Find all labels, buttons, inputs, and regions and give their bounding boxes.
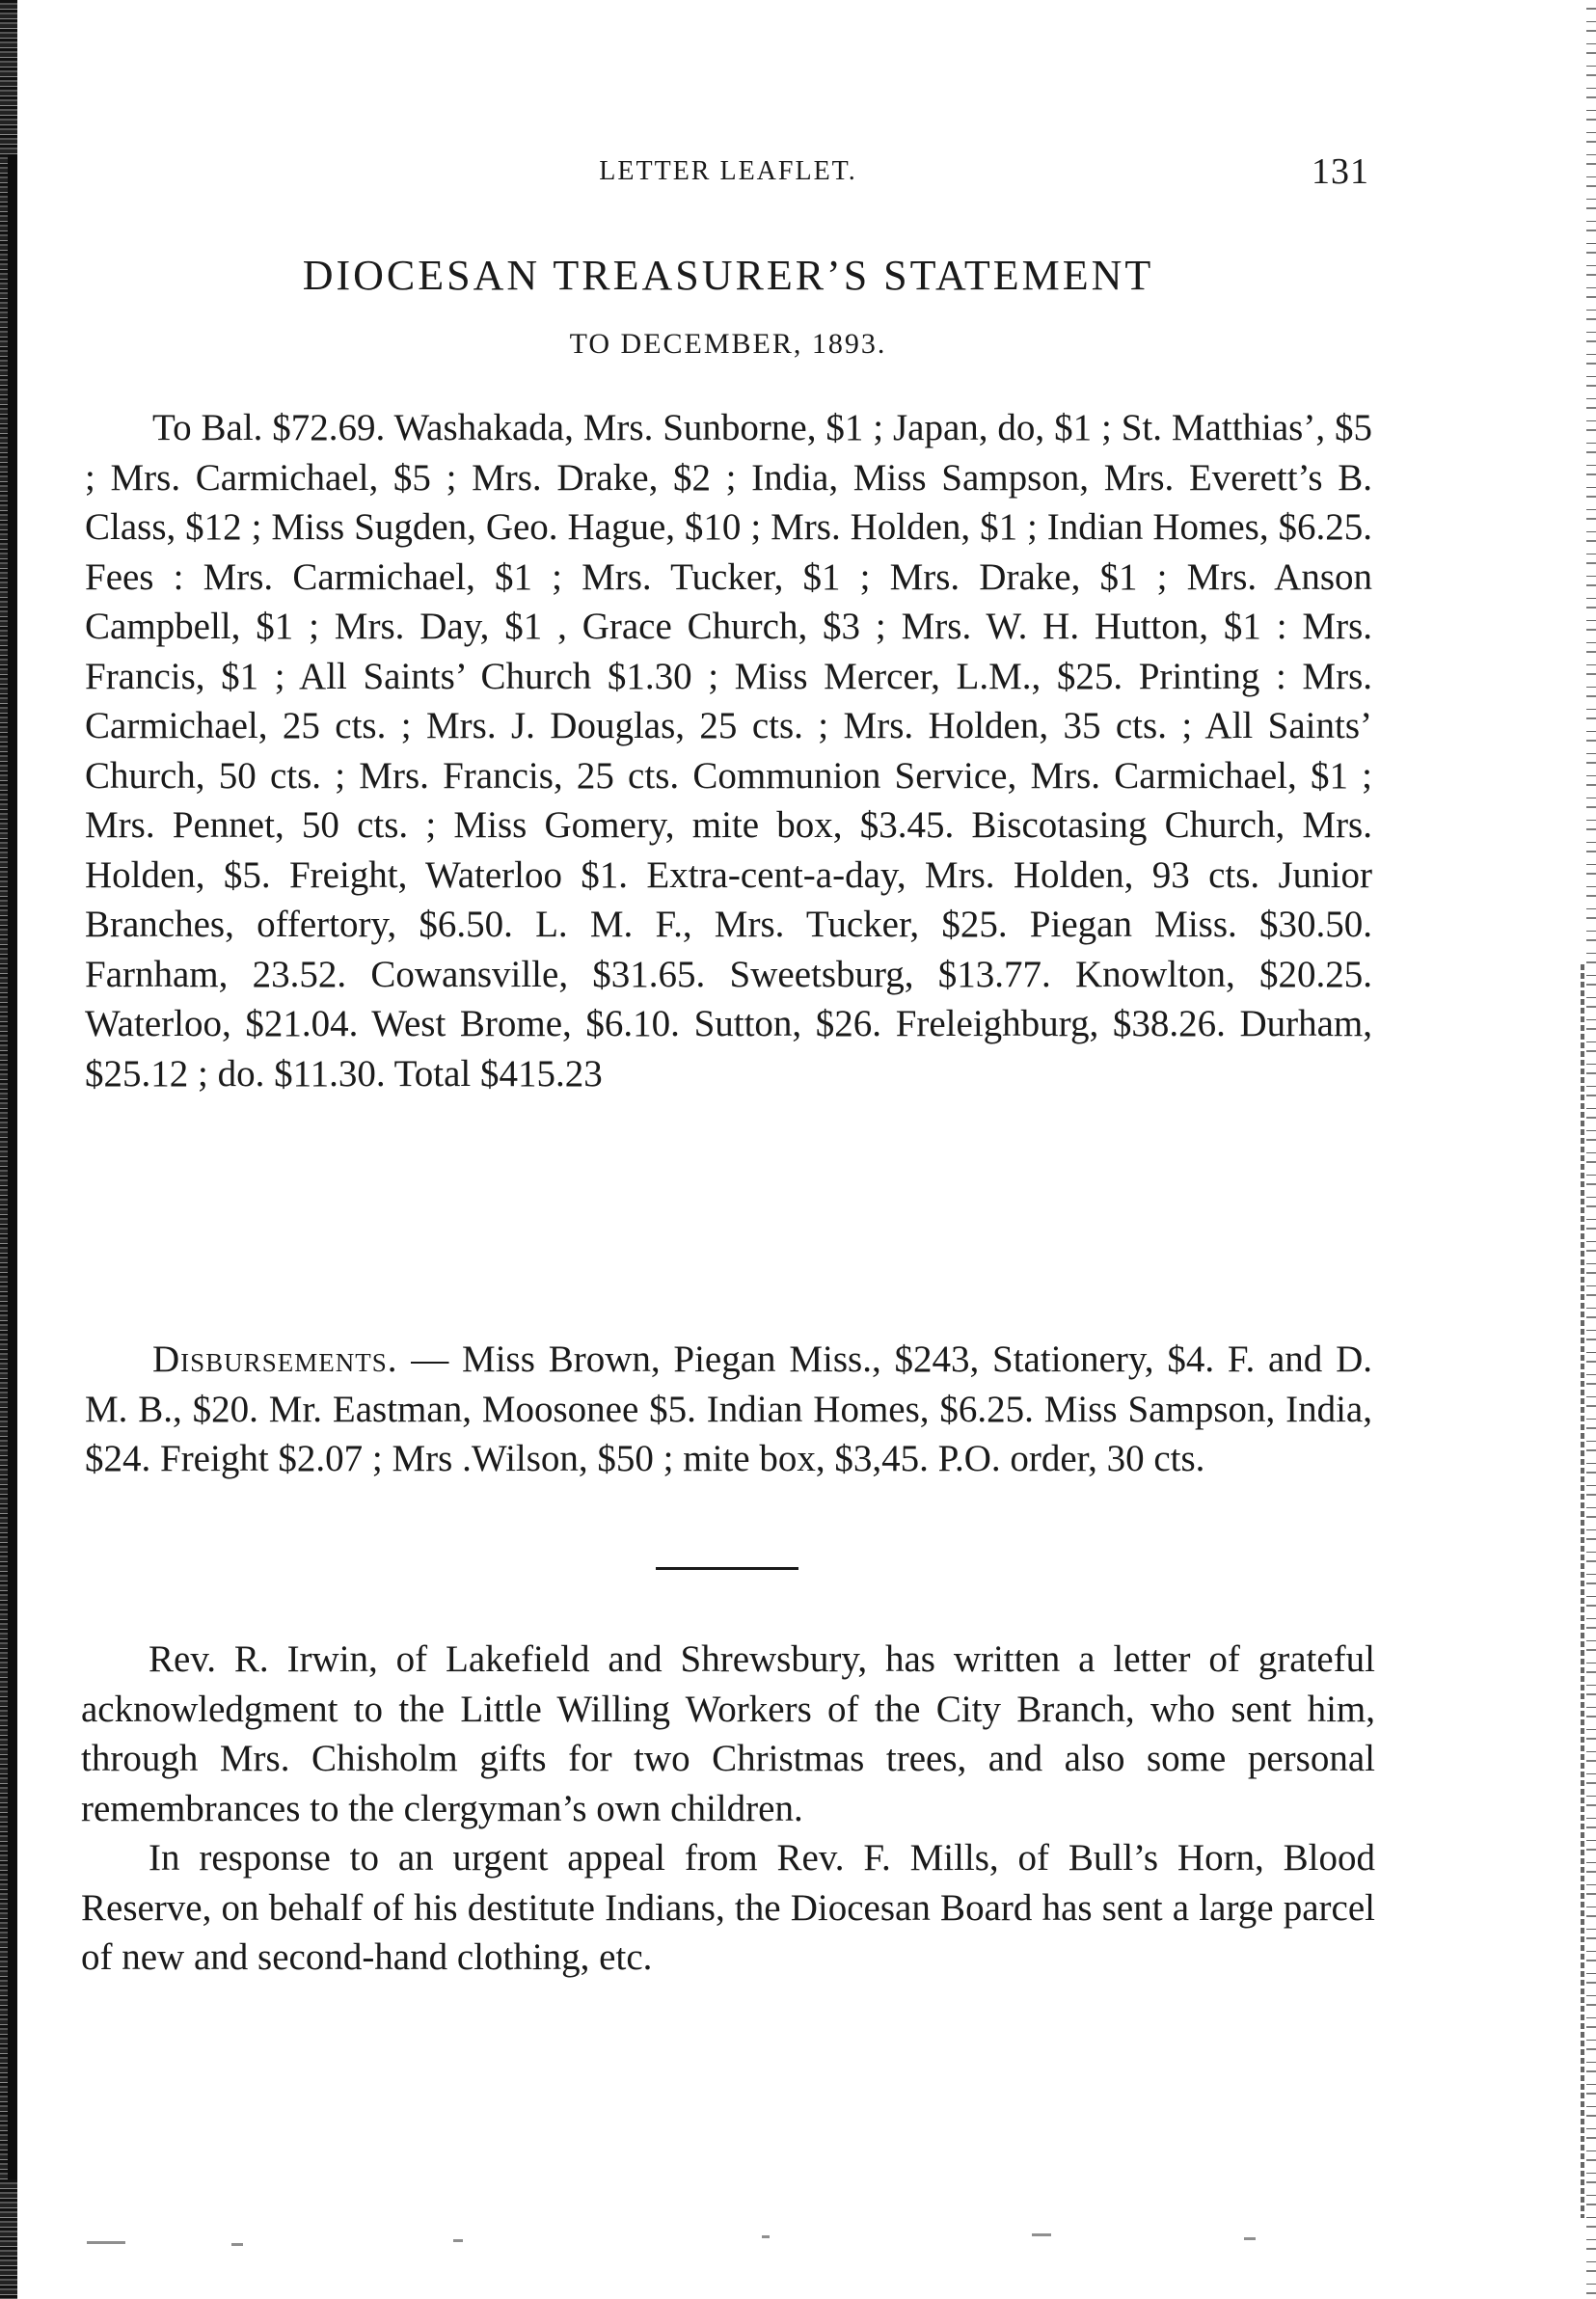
statement-subtitle: TO DECEMBER, 1893. (569, 328, 887, 360)
notes-section (81, 1635, 1375, 1983)
footer-scan-marks (87, 2222, 1369, 2260)
disbursements-paragraph (85, 1335, 1372, 1484)
disbursements-text: — Miss Brown, Piegan Miss., $243, Stationery, $4. F. and D. M. B., $20. Mr. Eastman, Moosonee $5. Indian Homes, $6.25. Miss Sampson, India, $24. Freight $2.07 ; Mrs .Wilson, $50 ; mite box, $3,45. P.O. order, 30 cts. (85, 1339, 1372, 1479)
binding-shadow (8, 154, 17, 2179)
note-irwin: Rev. R. Irwin, of Lakefield and Shrewsbury, has written a letter of grateful acknowledgment to the Little Willing Workers of the City Branch, who sent him, through Mrs. Chisholm gifts for two Christmas trees, and also some personal remembrances to the clergyman’s own children. (81, 1638, 1375, 1829)
page-edge-rule (1581, 964, 1584, 2218)
page-number: 131 (1312, 151, 1369, 192)
page-edge-right (1586, 0, 1596, 2299)
disbursements-line (85, 1335, 1372, 1484)
scan-mark (1032, 2233, 1051, 2236)
scan-mark (1244, 2237, 1256, 2240)
scan-mark (762, 2235, 770, 2238)
scan-mark (453, 2239, 463, 2242)
running-head (87, 151, 1369, 195)
section-divider (656, 1567, 798, 1570)
disbursements-label: Disbursements. (152, 1339, 398, 1380)
receipts-paragraph (85, 403, 1372, 1098)
scan-mark (87, 2241, 125, 2244)
statement-title: DIOCESAN TREASURER’S STATEMENT (302, 252, 1154, 299)
receipts-text: To Bal. $72.69. Washakada, Mrs. Sunborne, $1 ; Japan, do, $1 ; St. Matthias’, $5 ; Mrs. Carmichael, $5 ; Mrs. Drake, $2 ; India, Miss Sampson, Mrs. Everett’s B. Class, $12 ; Miss Sugden, Geo. Hague, $10 ; Mrs. Holden, $1 ; Indian Homes, $6.25. Fees : Mrs. Carmichael, $1 ; Mrs. Tucker, $1 ; Mrs. Drake, $1 ; Mrs. Anson Campbell, $1 ; Mrs. Day, $1 , Grace Church, $3 ; Mrs. W. H. Hutton, $1 : Mrs. Francis, $1 ; All Saints’ Church $1.30 ; Miss Mercer, L.M., $25. Printing : Mrs. Carmichael, 25 cts. ; Mrs. J. Douglas, 25 cts. ; Mrs. Holden, 35 cts. ; All Saints’ Church, 50 cts. ; Mrs. Francis, 25 cts. Communion Service, Mrs. Carmichael, $1 ; Mrs. Pennet, 50 cts. ; Miss Gomery, mite box, $3.45. Biscotasing Church, Mrs. Holden, $5. Freight, Waterloo $1. Extra-cent-a-day, Mrs. Holden, 93 cts. Junior Branches, offertory, $6.50. L. M. F., Mrs. Tucker, $25. Piegan Miss. $30.50. Farnham, 23.52. Cowansville, $31.65. Sweetsburg, $13.77. Knowlton, $20.25. Waterloo, $21.04. West Brome, $6.10. Sutton, $26. Freleighburg, $38.26. Durham, $25.12 ; do. $11.30. Total $415.23 (85, 407, 1372, 1095)
scan-mark (231, 2243, 243, 2246)
note-mills: In response to an urgent appeal from Rev. F. Mills, of Bull’s Horn, Blood Reserve, on behalf of his destitute Indians, the Diocesan Board has sent a large parcel of new and second-hand clothing, etc. (81, 1837, 1375, 1978)
running-title: LETTER LEAFLET. (599, 156, 857, 186)
